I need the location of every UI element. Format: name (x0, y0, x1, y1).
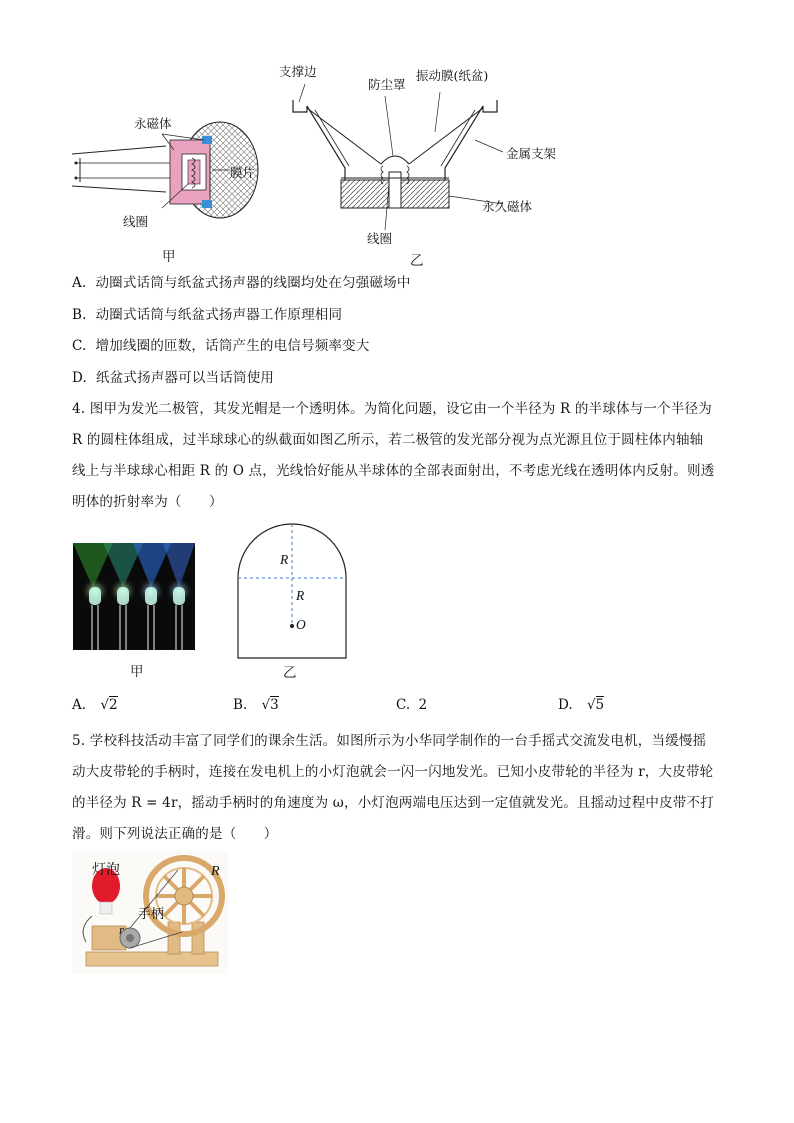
label-small-wheel-r: r (119, 922, 125, 937)
caption-yi-q4: 乙 (283, 665, 297, 681)
q4-option-d: D. √5 (558, 697, 605, 713)
caption-jia-q4: 甲 (130, 664, 144, 680)
cross-section-diagram (230, 522, 354, 662)
led-cross-section (230, 522, 354, 662)
label-coil-jia: 线圈 (123, 214, 149, 229)
q4-line-2: R 的圆柱体组成，过半球球心的纵截面如图乙所示，若二极管的发光部分视为点光源且位于圆柱体内轴轴 (72, 432, 704, 448)
label-cone: 振动膜(纸盆) (416, 68, 489, 83)
q3-option-d: D. 纸盆式扬声器可以当话筒使用 (72, 370, 275, 386)
q4-option-b: B. √3 (233, 697, 279, 713)
label-r-lower: R (296, 588, 305, 603)
q4-line-4: 明体的折射率为（ ） (72, 494, 223, 510)
label-support-edge: 支撑边 (279, 64, 317, 79)
q5-line-4: 滑。则下列说法正确的是（ ） (72, 826, 278, 842)
label-o-point: O (296, 617, 306, 632)
label-permanent-magnet: 永久磁体 (482, 199, 533, 214)
label-magnet: 永磁体 (134, 116, 172, 131)
q3-option-a: A. 动圈式话筒与纸盆式扬声器的线圈均处在匀强磁场中 (72, 275, 411, 291)
label-r-upper: R (280, 552, 289, 567)
led-photo-drawing (73, 543, 195, 650)
q5-line-3: 的半径为 R = 4r，摇动手柄时的角速度为 ω，小灯泡两端电压达到一定值就发光。且摇动过程中皮带不打 (72, 795, 714, 811)
label-coil-yi: 线圈 (367, 231, 393, 246)
led-photo (73, 543, 195, 650)
label-bulb: 灯泡 (92, 862, 120, 878)
caption-jia-top: 甲 (162, 249, 176, 265)
q5-line-2: 动大皮带轮的手柄时，连接在发电机上的小灯泡就会一闪一闪地发光。已知小皮带轮的半径为 r，大皮带轮 (72, 764, 714, 780)
q4-line-1: 4. 图甲为发光二极管，其发光帽是一个透明体。为简化问题，设它由一个半径为 R 的半球体与一个半径为 (72, 401, 712, 417)
label-handle: 手柄 (138, 907, 165, 922)
q3-option-c: C. 增加线圈的匝数，话筒产生的电信号频率变大 (72, 338, 370, 354)
q4-line-3: 线上与半球球心相距 R 的 O 点，光线恰好能从半球体的全部表面射出，不考虑光线在透明体内反射。则透 (72, 463, 715, 479)
figure-speaker (285, 80, 505, 240)
label-big-wheel-r: R (211, 864, 220, 879)
label-frame: 金属支架 (506, 146, 557, 161)
q5-line-1: 5. 学校科技活动丰富了同学们的课余生活。如图所示为小华同学制作的一台手摇式交流发电机，当缓慢摇 (72, 733, 707, 749)
label-membrane: 膜片 (230, 165, 256, 180)
q4-option-c: C. 2 (396, 697, 428, 713)
label-dust-cover: 防尘罩 (368, 77, 406, 92)
q4-option-a: A. √2 (72, 697, 118, 713)
q3-option-b: B. 动圈式话筒与纸盆式扬声器工作原理相同 (72, 307, 343, 323)
speaker-diagram (285, 80, 505, 240)
caption-yi-top: 乙 (410, 253, 424, 269)
